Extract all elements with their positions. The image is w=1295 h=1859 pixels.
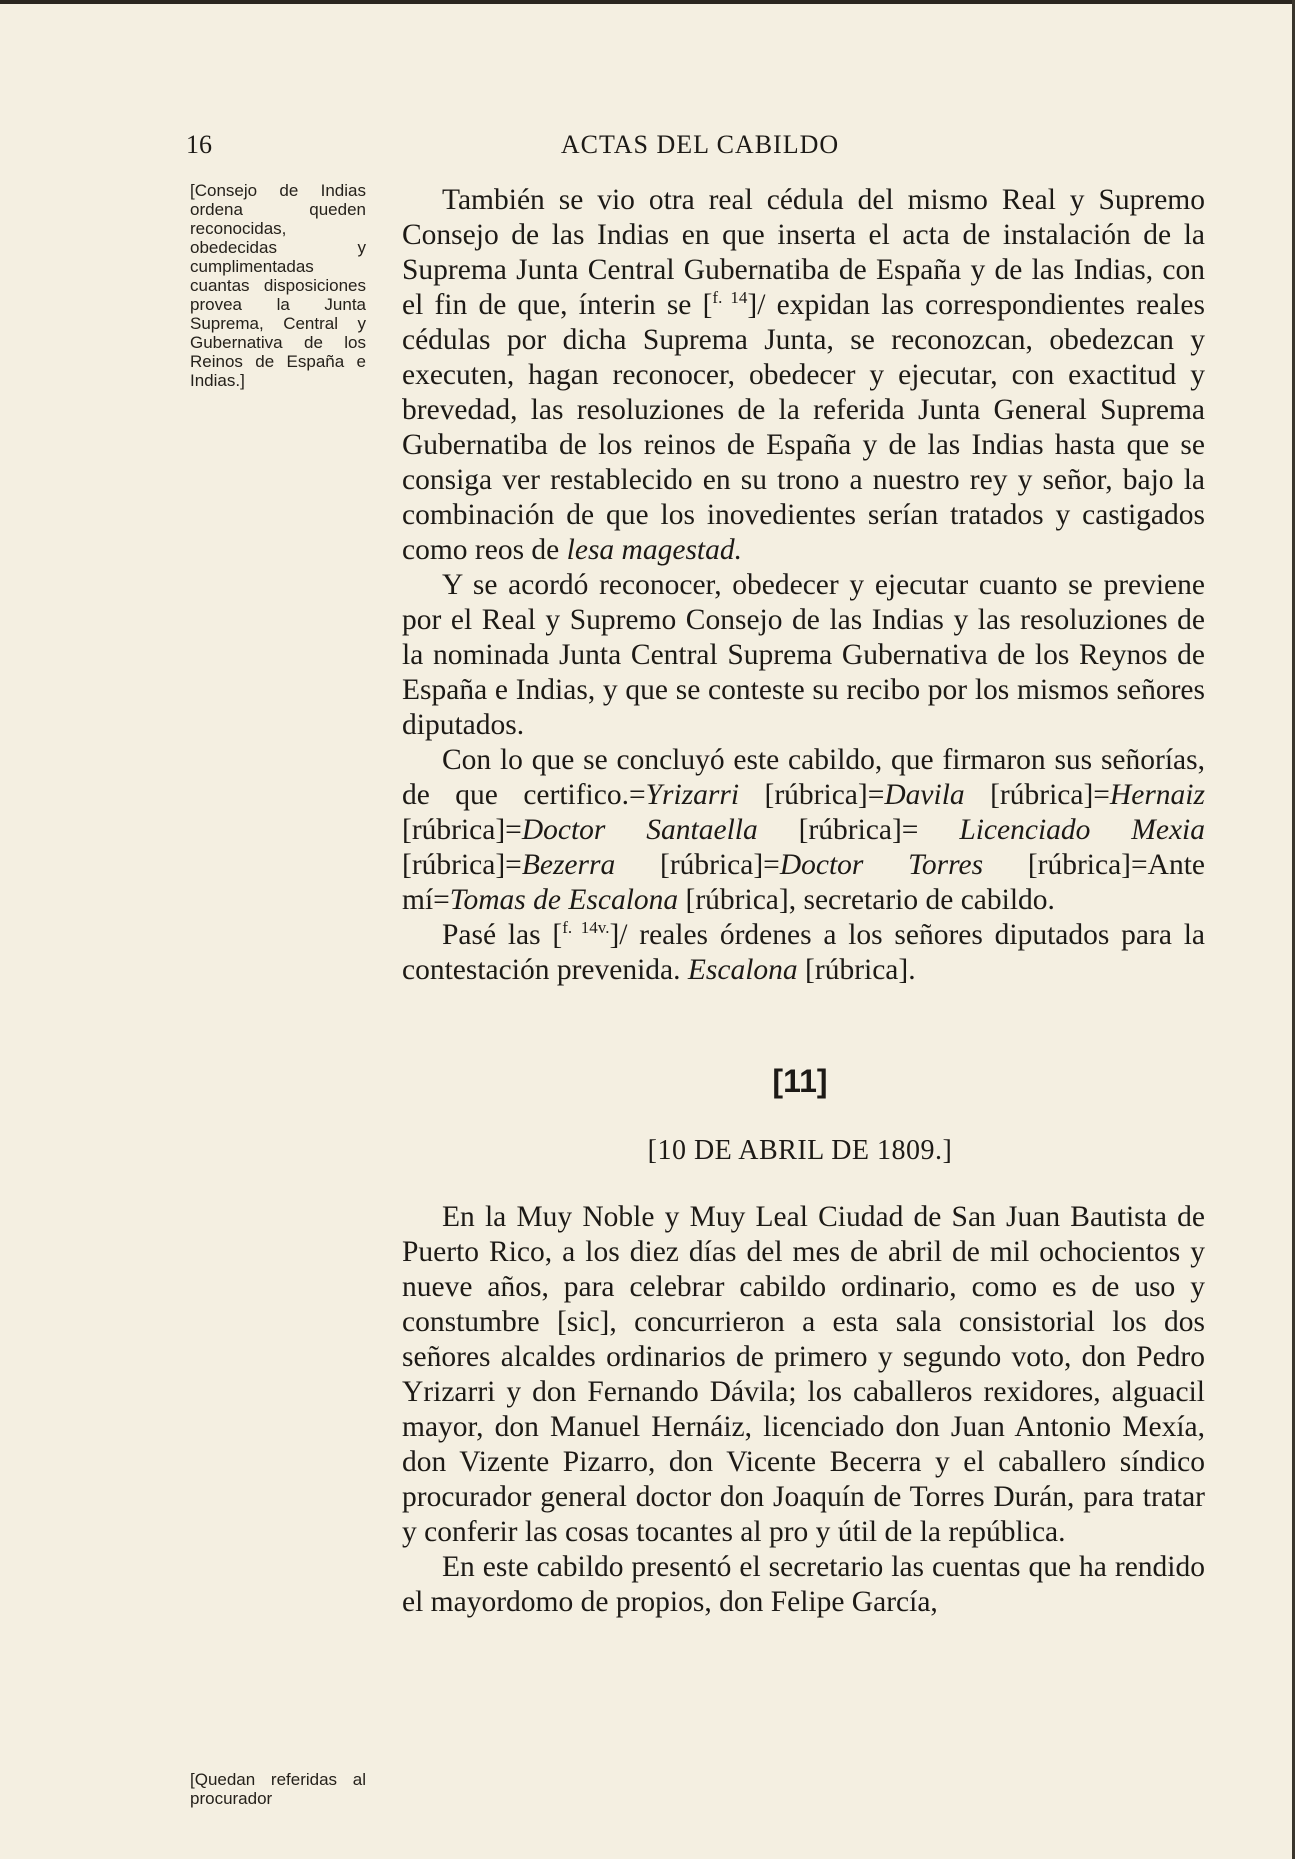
paragraph: Pasé las [$^{f. 14v.}$]/ reales órdenes a los señores diputados para la contestación prevenida. Escalona [rúbrica]. — [402, 918, 1205, 986]
folio-reference: f. 14 — [712, 288, 748, 308]
page-top-edge — [0, 0, 1295, 4]
folio-reference: f. 14v. — [562, 918, 610, 938]
signature-name: Hernaiz — [1109, 779, 1205, 811]
page-number: 16 — [186, 130, 212, 159]
paragraph: En la Muy Noble y Muy Leal Ciudad de San Juan Bautista de Puerto Rico, a los diez días del mes de abril de mil ochocientos y nueve años, para celebrar cabildo ordinario, como es de uso y constumbre [sic], concurrieron a esta sala consistorial los dos señores alcaldes ordinarios de primero y segundo voto, don Pedro Yrizarri y don Fernando Dávila; los caballeros rexidores, alguacil mayor, don Manuel Hernáiz, licenciado don Juan Antonio Mexía, don Vizente Pizarro, don Vicente Becerra y el caballero síndico procurador general doctor don Joaquín de Torres Durán, para tratar y conferir las cosas tocantes al pro y útil de la república. — [402, 1201, 1205, 1548]
signature-name: Bezerra — [521, 849, 616, 881]
paragraph: Con lo que se concluyó este cabildo, que firmaron sus señorías, de que certifico.=Yrizarri [rúbrica]=Davila [rúbrica]=Hernaiz [rúbrica]=Doctor Santaella [rúbrica]= Licenciado Mexia [rúbrica]=Bezerra [rúbrica]=Doctor Torres [rúbrica]=Ante mí=Tomas de Escalona [rúbrica], secretario de cabildo. — [402, 744, 1205, 916]
body-text-block — [402, 183, 1205, 988]
signature-name: Yrizarri — [645, 779, 740, 811]
body-text-block — [402, 1200, 1205, 1620]
entry-date: [10 DE ABRIL DE 1809.] — [647, 1135, 953, 1166]
entry-number: [11] — [772, 1063, 828, 1099]
paragraph: Y se acordó reconocer, obedecer y ejecutar cuanto se previene por el Real y Supremo Consejo de las Indias y las resoluziones de la nominada Junta Central Suprema Gubernativa de los Reynos de España e Indias, y que se conteste su recibo por los mismos señores diputados. — [402, 569, 1205, 741]
signature-name: Doctor Santaella — [521, 814, 758, 846]
signature-name: Tomas de Escalona — [449, 884, 679, 916]
signature-name: Escalona — [687, 954, 798, 986]
paragraph: En este cabildo presentó el secretario las cuentas que ha rendido el mayordomo de propios, don Felipe García, — [402, 1551, 1205, 1618]
margin-note: [Quedan referidas al procurador — [190, 1770, 366, 1808]
signature-name: Doctor Torres — [779, 849, 984, 881]
signature-name: Davila — [884, 779, 965, 811]
running-head: ACTAS DEL CABILDO — [560, 130, 840, 159]
paragraph: También se vio otra real cédula del mismo Real y Supremo Consejo de las Indias en que inserta el acta de instalación de la Suprema Junta Central Gubernatiba de España y de las Indias, con el fin de que, ínterin se [$^{f. 14}$]/ expidan las correspondientes reales cédulas por dicha Suprema Junta, se reconozcan, obedezcan y executen, hagan reconocer, obedecer y ejecutar, con exactitud y brevedad, las resoluziones de la referida Junta General Suprema Gubernatiba de los reinos de España y de las Indias hasta que se consiga ver restablecido en su trono a nuestro rey y señor, bajo la combinación de que los inovedientes serían tratados y castigados como reos de lesa magestad. — [402, 184, 1205, 566]
signature-name: Licenciado Mexia — [959, 814, 1205, 846]
margin-note: [Consejo de Indias ordena queden reconocidas, obedecidas y cumplimentadas cuantas disposiciones provea la Junta Suprema, Central y Gubernativa de los Reinos de España e Indias.] — [190, 181, 366, 390]
